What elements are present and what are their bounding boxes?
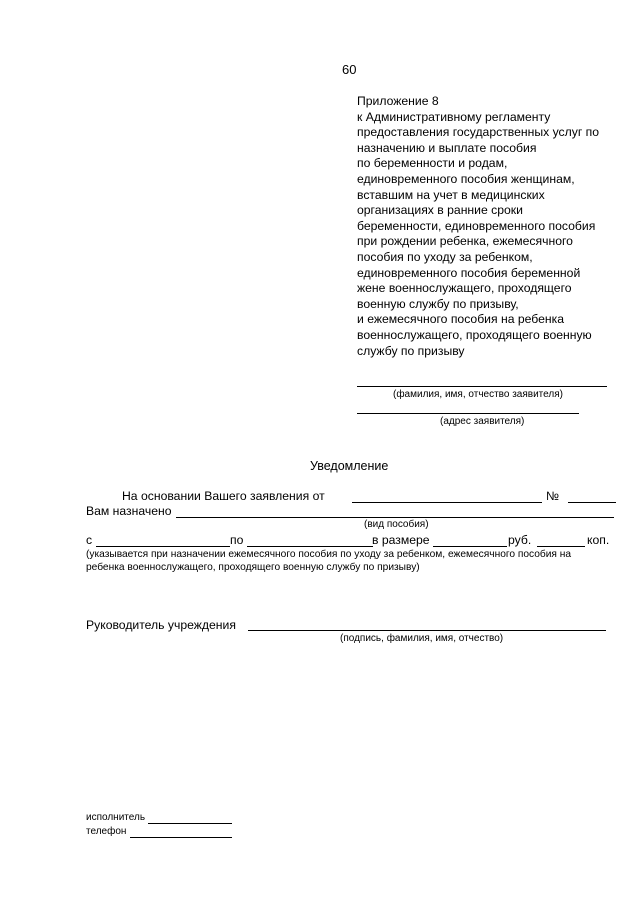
appendix-line: военнослужащего, проходящего военную [357,327,592,342]
appendix-header [357,94,599,359]
appendix-line: службу по призыву [357,343,465,358]
head-label: Руководитель учреждения [86,618,236,632]
application-date-field[interactable] [352,502,542,503]
kop-label: коп. [587,533,610,547]
appendix-line: жене военнослужащего, проходящего [357,281,572,296]
phone-label: телефон [86,826,127,837]
applicant-address-caption: (адрес заявителя) [440,416,525,427]
period-note-line: ребенка военнослужащего, проходящего военную службу по призыву) [86,562,420,573]
from-label: с [86,533,93,547]
appendix-line: организациях в ранние сроки [357,203,523,218]
benefit-type-field[interactable] [176,517,614,518]
to-label: по [230,533,244,547]
appendix-line: вставшим на учет в медицинских [357,187,545,202]
head-signature-field[interactable] [248,630,606,631]
appendix-line: предоставления государственных услуг по [357,125,600,140]
appendix-line: военную службу по призыву, [357,296,519,311]
rub-label: руб. [508,533,532,547]
appendix-line: при рождении ребенка, ежемесячного [357,234,573,249]
appendix-line: единовременного пособия беременной [357,265,581,280]
assigned-label: Вам назначено [86,504,172,518]
kop-amount-field[interactable] [537,546,585,547]
number-label: № [546,489,560,503]
start-date-field[interactable] [96,546,230,547]
appendix-line: Приложение 8 [357,94,439,108]
applicant-name-caption: (фамилия, имя, отчество заявителя) [393,389,563,400]
applicant-address-field[interactable] [357,413,579,414]
appendix-line: единовременного пособия женщинам, [357,171,575,186]
appendix-line: по беременности и родам, [357,156,508,171]
applicant-name-field[interactable] [357,386,607,387]
period-note-line: (указывается при назначении ежемесячного пособия по уходу за ребенком, ежемесячного пособия на [86,549,572,560]
executor-field[interactable] [148,823,232,824]
application-number-field[interactable] [568,502,616,503]
benefit-type-caption: (вид пособия) [364,519,429,530]
amount-label: в размере [372,533,430,547]
basis-text: На основании Вашего заявления от [122,489,325,503]
executor-label: исполнитель [86,812,146,823]
end-date-field[interactable] [247,546,373,547]
rub-amount-field[interactable] [433,546,507,547]
head-signature-caption: (подпись, фамилия, имя, отчество) [340,633,504,644]
appendix-line: и ежемесячного пособия на ребенка [357,312,565,327]
page-number: 60 [342,62,357,77]
appendix-line: пособия по уходу за ребенком, [357,249,533,264]
notice-title: Уведомление [310,459,389,473]
appendix-line: беременности, единовременного пособия [357,218,596,233]
phone-field[interactable] [130,837,232,838]
appendix-line: к Административному регламенту [357,109,551,124]
appendix-line: назначению и выплате пособия [357,140,537,155]
period-note [86,548,614,574]
